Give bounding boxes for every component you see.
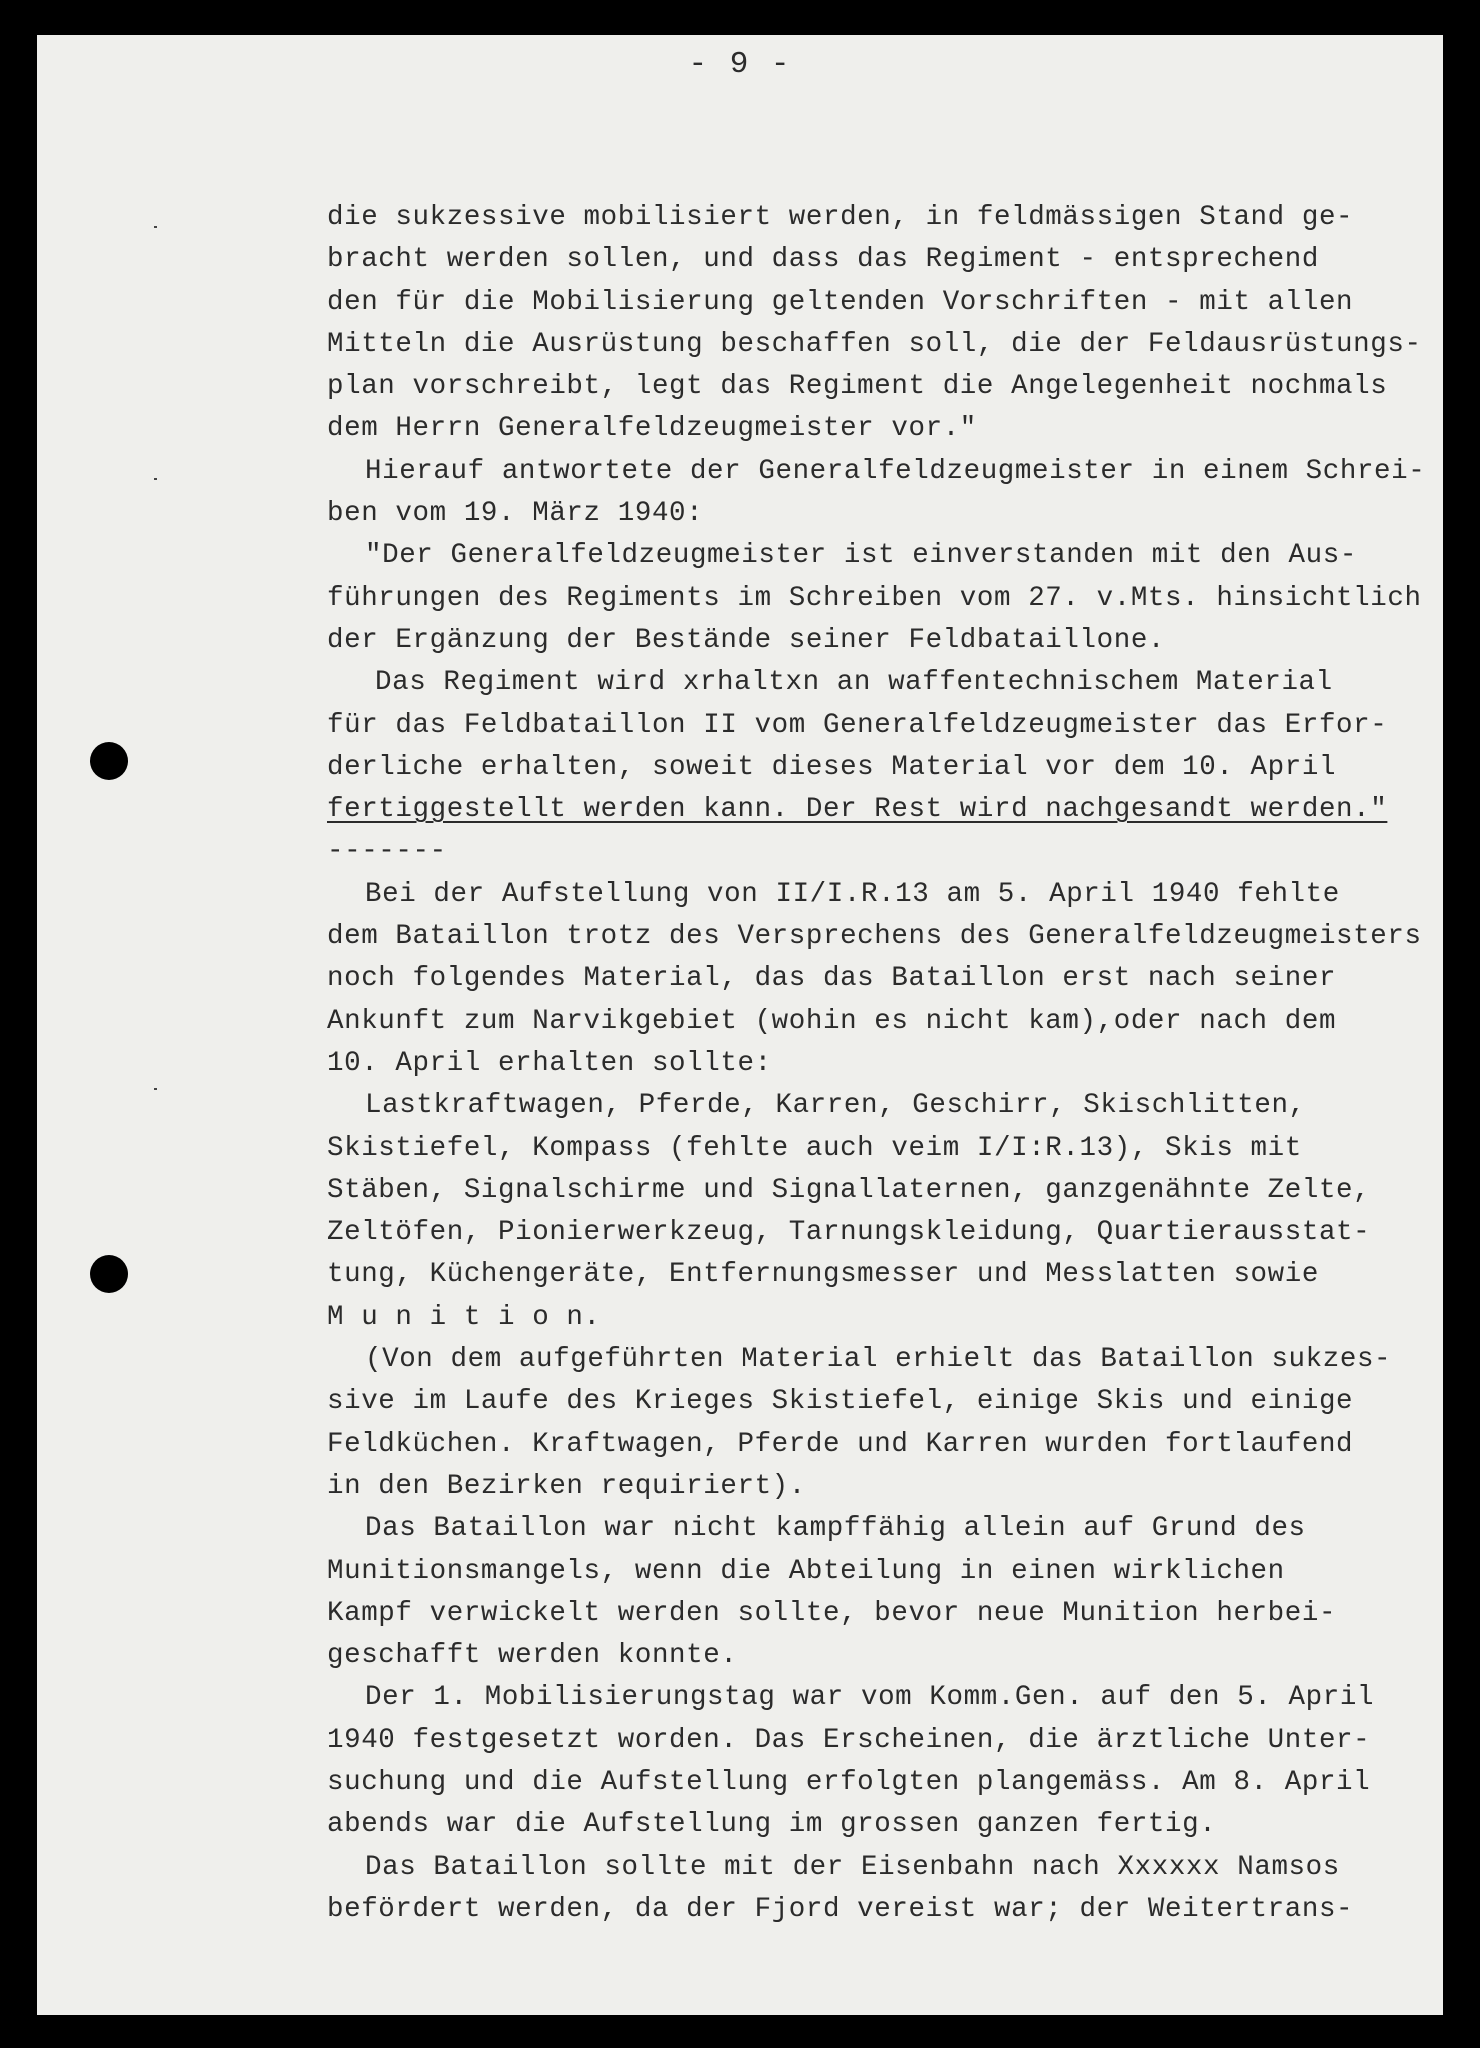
text-line <box>327 1424 1443 1466</box>
text-line <box>327 789 1443 831</box>
text-line <box>327 1466 1443 1508</box>
text-line <box>327 1720 1443 1762</box>
text: abends war die Aufstellung im grossen ganzen fertig. <box>327 1809 1217 1841</box>
punch-hole <box>90 1255 128 1293</box>
text-line <box>327 662 1443 704</box>
text: führungen des Regiments im Schreiben vom 27. v.Mts. hinsichtlich <box>327 582 1422 614</box>
text-line <box>327 1254 1443 1296</box>
text: der Ergänzung der Bestände seiner Feldbataillone. <box>327 624 1166 656</box>
text-line <box>327 1085 1443 1127</box>
text: 10. April erhalten sollte: <box>327 1047 772 1079</box>
margin-mark <box>154 478 157 480</box>
text: ben vom 19. März 1940: <box>327 498 704 530</box>
margin-mark <box>154 226 157 228</box>
text: befördert werden, da der Fjord vereist war; der Weitertrans- <box>327 1893 1354 1925</box>
text-line <box>327 578 1443 620</box>
text: Das Regiment wird xrhaltxn an waffentechnischem Material <box>375 667 1333 699</box>
text-line <box>327 1170 1443 1212</box>
text: ------- <box>327 836 447 868</box>
separator-line <box>327 831 1443 873</box>
text-line <box>327 1128 1443 1170</box>
text-line <box>327 1804 1443 1846</box>
text-line <box>327 747 1443 789</box>
text: in den Bezirken requiriert). <box>327 1470 806 1502</box>
text-line <box>327 493 1443 535</box>
text: Das Bataillon war nicht kampffähig allein auf Grund des <box>365 1513 1306 1545</box>
text-line <box>327 1001 1443 1043</box>
text-line <box>327 451 1443 493</box>
text: M u n i t i o n. <box>327 1301 601 1333</box>
punch-hole <box>90 742 128 780</box>
text-line <box>327 958 1443 1000</box>
text-line <box>327 1635 1443 1677</box>
text: dem Bataillon trotz des Versprechens des Generalfeldzeugmeisters <box>327 921 1422 953</box>
text: Lastkraftwagen, Pferde, Karren, Geschirr, Skischlitten, <box>365 1090 1306 1122</box>
text: für das Feldbataillon II vom Generalfeldzeugmeister das Erfor- <box>327 709 1388 741</box>
text: suchung und die Aufstellung erfolgten plangemäss. Am 8. April <box>327 1766 1371 1798</box>
text: plan vorschreibt, legt das Regiment die Angelegenheit nochmals <box>327 371 1388 403</box>
text-line <box>327 874 1443 916</box>
text: bracht werden sollen, und dass das Regiment - entsprechend <box>327 244 1319 276</box>
text-line <box>327 1677 1443 1719</box>
text-line <box>327 705 1443 747</box>
document-page <box>37 35 1443 2015</box>
text-line <box>327 1212 1443 1254</box>
text: tung, Küchengeräte, Entfernungsmesser und Messlatten sowie <box>327 1259 1319 1291</box>
text-line <box>327 366 1443 408</box>
text-line <box>327 197 1443 239</box>
text-line <box>327 1381 1443 1423</box>
text: fertiggestellt werden kann. Der Rest wird nachgesandt werden." <box>327 794 1388 826</box>
text-line <box>327 324 1443 366</box>
text: (Von dem aufgeführten Material erhielt das Bataillon sukzes- <box>365 1344 1392 1376</box>
text: Ankunft zum Narvikgebiet (wohin es nicht kam),oder nach dem <box>327 1005 1337 1037</box>
text-line <box>327 1889 1443 1931</box>
text: die sukzessive mobilisiert werden, in feldmässigen Stand ge- <box>327 202 1354 233</box>
text-line <box>327 1551 1443 1593</box>
text: Der 1. Mobilisierungstag war vom Komm.Gen. auf den 5. April <box>365 1682 1375 1714</box>
text: "Der Generalfeldzeugmeister ist einverstanden mit den Aus- <box>365 540 1357 572</box>
text: Munitionsmangels, wenn die Abteilung in einen wirklichen <box>327 1555 1285 1587</box>
text: Bei der Aufstellung von II/I.R.13 am 5. April 1940 fehlte <box>365 878 1340 910</box>
text-line <box>327 620 1443 662</box>
text: Das Bataillon sollte mit der Eisenbahn nach Xxxxxx Namsos <box>365 1851 1340 1883</box>
text: Skistiefel, Kompass (fehlte auch veim I/I:R.13), Skis mit <box>327 1132 1302 1164</box>
text-line <box>327 239 1443 281</box>
text: Zeltöfen, Pionierwerkzeug, Tarnungskleidung, Quartierausstat- <box>327 1217 1371 1249</box>
text-line <box>327 1762 1443 1804</box>
text: geschafft werden konnte. <box>327 1640 738 1672</box>
text-line <box>327 1043 1443 1085</box>
text: den für die Mobilisierung geltenden Vorschriften - mit allen <box>327 286 1354 318</box>
text: Stäben, Signalschirme und Signallaternen, ganzgenähnte Zelte, <box>327 1174 1371 1206</box>
text: Kampf verwickelt werden sollte, bevor neue Munition herbei- <box>327 1597 1337 1629</box>
text-line <box>327 1339 1443 1381</box>
text: Mitteln die Ausrüstung beschaffen soll, die der Feldausrüstungs- <box>327 328 1422 360</box>
text: Feldküchen. Kraftwagen, Pferde und Karren wurden fortlaufend <box>327 1428 1354 1460</box>
text-line <box>327 535 1443 577</box>
text: sive im Laufe des Krieges Skistiefel, einige Skis und einige <box>327 1386 1354 1418</box>
text-line <box>327 1508 1443 1550</box>
text-line <box>327 1297 1443 1339</box>
text: Hierauf antwortete der Generalfeldzeugmeister in einem Schrei- <box>365 455 1426 487</box>
text: noch folgendes Material, das das Bataillon erst nach seiner <box>327 963 1337 995</box>
text-line <box>327 282 1443 324</box>
text-line <box>327 408 1443 450</box>
text-line <box>327 1593 1443 1635</box>
text: dem Herrn Generalfeldzeugmeister vor." <box>327 413 977 445</box>
typed-text <box>327 197 1443 1931</box>
text-line <box>327 1847 1443 1889</box>
text: 1940 festgesetzt worden. Das Erscheinen, die ärztliche Unter- <box>327 1724 1371 1756</box>
margin-mark <box>154 1088 157 1090</box>
text-line <box>327 916 1443 958</box>
text: derliche erhalten, soweit dieses Material vor dem 10. April <box>327 751 1337 783</box>
page-number: - 9 - <box>688 47 792 82</box>
